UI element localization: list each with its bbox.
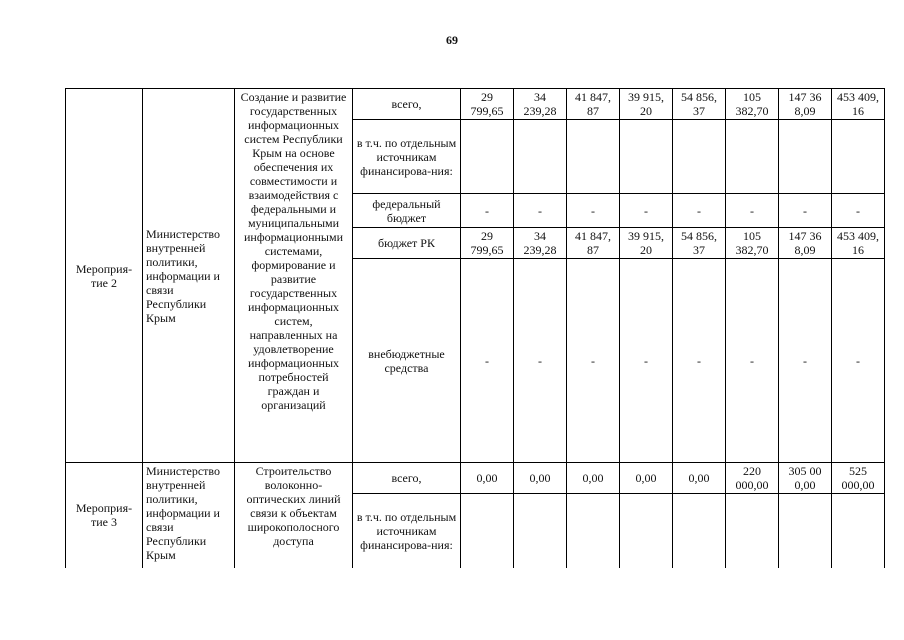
value-cell: 41 847, 87 bbox=[567, 89, 620, 120]
value-cell bbox=[567, 494, 620, 568]
event-label: Мероприя-тие 2 bbox=[66, 89, 143, 463]
value-cell: 0,00 bbox=[461, 463, 514, 494]
funding-source: всего, bbox=[353, 89, 461, 120]
value-cell: 525 000,00 bbox=[832, 463, 885, 494]
value-cell bbox=[673, 120, 726, 194]
value-cell: - bbox=[461, 194, 514, 228]
page-number: 69 bbox=[446, 33, 458, 47]
value-cell: - bbox=[673, 259, 726, 463]
funding-table bbox=[65, 88, 885, 568]
value-cell: - bbox=[726, 259, 779, 463]
value-cell: - bbox=[726, 194, 779, 228]
value-cell: - bbox=[620, 194, 673, 228]
value-cell bbox=[673, 494, 726, 568]
value-cell: 305 00 0,00 bbox=[779, 463, 832, 494]
value-cell: - bbox=[514, 259, 567, 463]
event-description: Строительство волоконно-оптических линий связи к объектам широкополосного доступа bbox=[235, 463, 353, 568]
value-cell bbox=[779, 120, 832, 194]
funding-source: всего, bbox=[353, 463, 461, 494]
value-cell bbox=[461, 120, 514, 194]
funding-source: в т.ч. по отдельным источникам финансирова-ния: bbox=[353, 494, 461, 568]
value-cell: - bbox=[779, 194, 832, 228]
value-cell: 0,00 bbox=[567, 463, 620, 494]
value-cell: 54 856, 37 bbox=[673, 228, 726, 259]
value-cell: 39 915, 20 bbox=[620, 228, 673, 259]
value-cell: - bbox=[567, 194, 620, 228]
value-cell bbox=[779, 494, 832, 568]
value-cell: - bbox=[620, 259, 673, 463]
value-cell: 220 000,00 bbox=[726, 463, 779, 494]
value-cell bbox=[514, 120, 567, 194]
value-cell bbox=[832, 120, 885, 194]
value-cell bbox=[620, 120, 673, 194]
value-cell: 453 409, 16 bbox=[832, 228, 885, 259]
value-cell: 0,00 bbox=[673, 463, 726, 494]
value-cell: - bbox=[779, 259, 832, 463]
value-cell: 41 847, 87 bbox=[567, 228, 620, 259]
value-cell bbox=[726, 494, 779, 568]
value-cell: 34 239,28 bbox=[514, 228, 567, 259]
table-row bbox=[66, 89, 885, 120]
value-cell: - bbox=[673, 194, 726, 228]
value-cell: 29 799,65 bbox=[461, 228, 514, 259]
funding-source: федеральный бюджет bbox=[353, 194, 461, 228]
value-cell bbox=[832, 494, 885, 568]
funding-source: в т.ч. по отдельным источникам финансирова-ния: bbox=[353, 120, 461, 194]
value-cell: 105 382,70 bbox=[726, 228, 779, 259]
responsible-executor: Министерство внутренней политики, информации и связи Республики Крым bbox=[143, 463, 235, 568]
responsible-executor: Министерство внутренней политики, информации и связи Республики Крым bbox=[143, 89, 235, 463]
value-cell: 147 36 8,09 bbox=[779, 89, 832, 120]
value-cell: 453 409, 16 bbox=[832, 89, 885, 120]
value-cell bbox=[726, 120, 779, 194]
value-cell: 147 36 8,09 bbox=[779, 228, 832, 259]
funding-source: бюджет РК bbox=[353, 228, 461, 259]
value-cell: - bbox=[461, 259, 514, 463]
value-cell: 54 856, 37 bbox=[673, 89, 726, 120]
value-cell: 39 915, 20 bbox=[620, 89, 673, 120]
value-cell bbox=[514, 494, 567, 568]
event-label: Мероприя-тие 3 bbox=[66, 463, 143, 568]
value-cell bbox=[567, 120, 620, 194]
event-description: Создание и развитие государственных информационных систем Республики Крым на основе обеспечения их совместимости и взаимодействия с федеральными и муниципальными информационными системами, формирование и развитие государственных информационных систем, направленных на удовлетворение информационных потребностей граждан и организаций bbox=[235, 89, 353, 463]
table-row bbox=[66, 463, 885, 494]
value-cell: 0,00 bbox=[514, 463, 567, 494]
value-cell: - bbox=[832, 194, 885, 228]
value-cell: 0,00 bbox=[620, 463, 673, 494]
value-cell bbox=[620, 494, 673, 568]
value-cell bbox=[461, 494, 514, 568]
value-cell: - bbox=[832, 259, 885, 463]
value-cell: - bbox=[514, 194, 567, 228]
value-cell: 29 799,65 bbox=[461, 89, 514, 120]
value-cell: 34 239,28 bbox=[514, 89, 567, 120]
value-cell: 105 382,70 bbox=[726, 89, 779, 120]
value-cell: - bbox=[567, 259, 620, 463]
funding-source: внебюджетные средства bbox=[353, 259, 461, 463]
